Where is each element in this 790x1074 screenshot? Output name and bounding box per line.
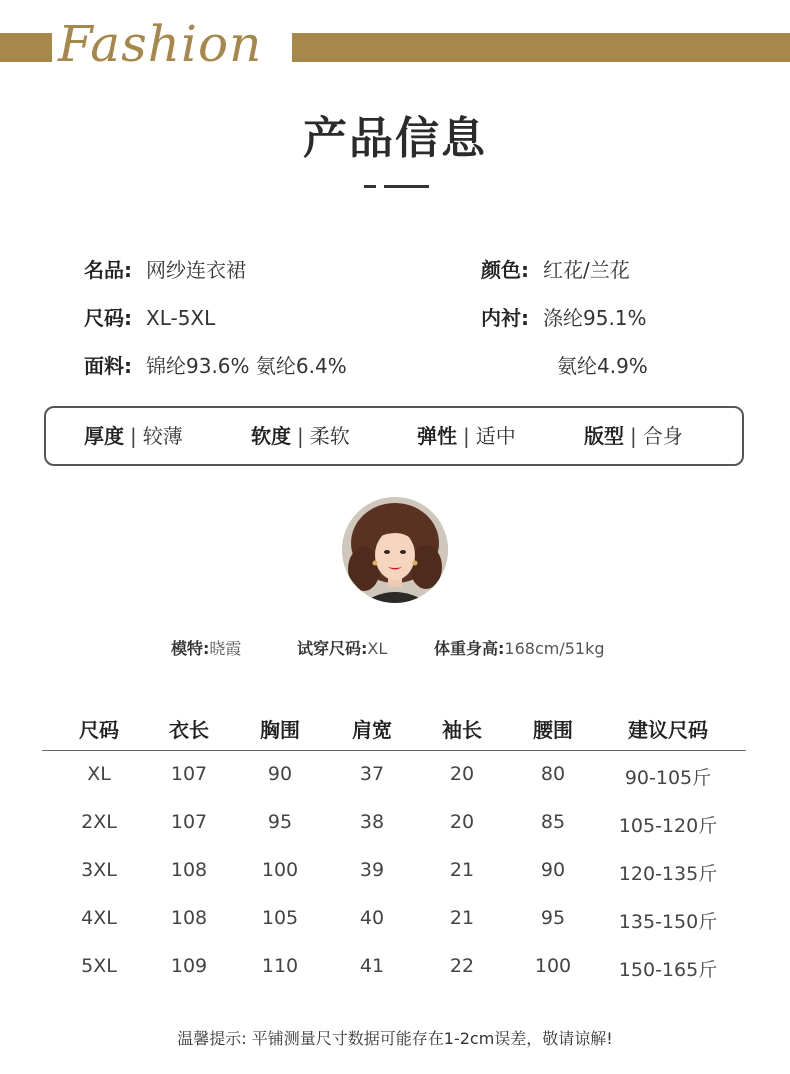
page-title: 产品信息 — [303, 113, 487, 164]
table-cell: 90-105斤 — [624, 767, 712, 789]
feature-label: 版型 — [584, 424, 624, 448]
table-cell: 105-120斤 — [618, 815, 718, 837]
feature-value: 适中 — [475, 424, 516, 448]
info-name — [84, 254, 246, 283]
feature-label: 厚度 — [84, 424, 124, 448]
model-name-label: 模特: — [171, 639, 210, 658]
table-cell: 135-150斤 — [618, 911, 718, 933]
table-cell: 90 — [540, 859, 566, 881]
table-cell: 22 — [449, 955, 475, 977]
model-body-label: 体重身高: — [434, 639, 505, 658]
table-row — [42, 751, 746, 799]
brand-logo-text: Fashion — [58, 15, 263, 73]
table-row — [42, 847, 746, 895]
feature-value: 柔软 — [309, 424, 350, 448]
table-cell: 108 — [170, 907, 208, 929]
title-divider-short — [364, 185, 376, 188]
table-cell: 107 — [170, 811, 208, 833]
model-trial-size — [297, 637, 387, 661]
table-cell: 21 — [449, 859, 475, 881]
table-row — [42, 799, 746, 847]
info-lining-value-2: 氨纶4.9% — [557, 354, 648, 378]
table-cell: 95 — [267, 811, 293, 833]
table-cell: 120-135斤 — [618, 863, 718, 885]
table-cell: 85 — [540, 811, 566, 833]
info-color-label: 颜色: — [481, 258, 529, 282]
model-body-value: 168cm/51kg — [504, 639, 605, 658]
table-header-cell: 肩宽 — [352, 718, 392, 742]
table-cell: XL — [87, 763, 111, 785]
model-name-value: 晓霞 — [209, 639, 242, 658]
model-trial-label: 试穿尺码: — [297, 639, 368, 658]
info-size — [84, 302, 215, 331]
table-cell: 95 — [540, 907, 566, 929]
table-cell: 150-165斤 — [618, 959, 718, 981]
table-cell: 110 — [261, 955, 299, 977]
info-name-value: 网纱连衣裙 — [146, 258, 246, 282]
info-color — [481, 254, 630, 283]
table-cell: 107 — [170, 763, 208, 785]
header-bar-right — [292, 33, 790, 91]
table-cell: 37 — [359, 763, 385, 785]
model-avatar — [342, 497, 448, 603]
info-lining — [481, 302, 647, 331]
header-slogan: 专注时尚妈妈装 — [544, 70, 754, 91]
info-size-label: 尺码: — [84, 306, 132, 330]
table-cell: 21 — [449, 907, 475, 929]
info-fabric-label: 面料: — [84, 354, 132, 378]
table-cell: 5XL — [81, 955, 117, 977]
table-cell: 40 — [359, 907, 385, 929]
info-fabric-value: 锦纶93.6% 氨纶6.4% — [146, 354, 347, 378]
feature-label: 软度 — [251, 424, 291, 448]
info-fabric — [84, 350, 347, 379]
table-cell: 100 — [261, 859, 299, 881]
info-size-value: XL-5XL — [146, 306, 216, 330]
feature-value: 较薄 — [142, 424, 183, 448]
feature-elasticity: 弹性 | 适中 — [417, 424, 516, 448]
table-cell: 20 — [449, 811, 475, 833]
table-cell: 39 — [359, 859, 385, 881]
feature-thickness: 厚度 | 较薄 — [84, 424, 183, 448]
feature-box — [44, 406, 744, 466]
table-cell: 90 — [267, 763, 293, 785]
table-row — [42, 943, 746, 991]
info-name-label: 名品: — [84, 258, 132, 282]
table-header-cell: 尺码 — [79, 718, 119, 742]
info-color-value: 红花/兰花 — [543, 258, 630, 282]
table-cell: 20 — [449, 763, 475, 785]
table-cell: 41 — [359, 955, 385, 977]
table-row — [42, 895, 746, 943]
table-header-cell: 衣长 — [169, 718, 209, 742]
model-trial-value: XL — [367, 639, 388, 658]
feature-value: 合身 — [642, 424, 683, 448]
size-table — [42, 708, 746, 991]
model-portrait-illustration — [342, 497, 448, 603]
table-cell: 38 — [359, 811, 385, 833]
table-cell: 100 — [534, 955, 572, 977]
feature-label: 弹性 — [417, 424, 457, 448]
measurement-notice: 温馨提示: 平铺测量尺寸数据可能存在1-2cm误差，敬请谅解! — [177, 1029, 613, 1048]
model-name — [171, 637, 241, 661]
table-header-cell: 袖长 — [442, 718, 482, 742]
header-bar-left — [0, 33, 52, 62]
table-cell: 4XL — [81, 907, 117, 929]
feature-softness: 软度 | 柔软 — [251, 424, 350, 448]
table-cell: 108 — [170, 859, 208, 881]
table-cell: 105 — [261, 907, 299, 929]
table-cell: 2XL — [81, 811, 117, 833]
info-lining-label: 内衬: — [481, 306, 529, 330]
title-divider-long — [384, 185, 429, 188]
table-header-cell: 胸围 — [260, 718, 300, 742]
model-body — [434, 637, 605, 661]
table-header-row — [42, 708, 746, 751]
table-cell: 3XL — [81, 859, 117, 881]
table-header-cell: 腰围 — [533, 718, 573, 742]
info-lining-value: 涤纶95.1% — [543, 306, 647, 330]
feature-fit: 版型 | 合身 — [584, 424, 683, 448]
table-cell: 80 — [540, 763, 566, 785]
table-header-cell: 建议尺码 — [628, 718, 708, 742]
table-cell: 109 — [170, 955, 208, 977]
